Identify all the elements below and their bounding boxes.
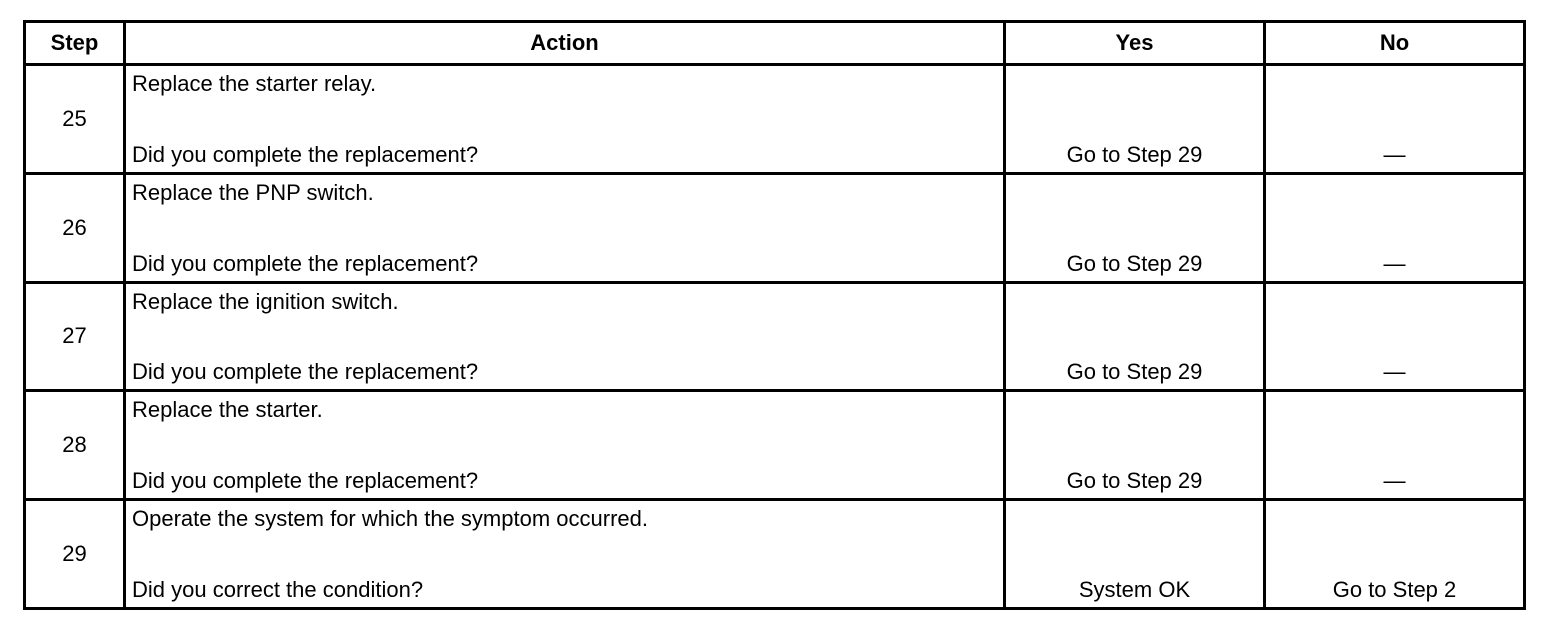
action-question: Did you complete the replacement? — [132, 468, 479, 494]
action-question: Did you complete the replacement? — [132, 359, 479, 385]
step-number: 26 — [25, 173, 125, 282]
yes-cell — [1005, 391, 1265, 500]
table-row — [25, 65, 1525, 174]
yes-cell — [1005, 500, 1265, 609]
yes-cell — [1005, 65, 1265, 174]
no-result: Go to Step 2 — [1332, 577, 1457, 602]
table-row — [25, 282, 1525, 391]
no-cell — [1265, 500, 1525, 609]
no-result: — — [1383, 250, 1406, 276]
action-question: Did you correct the condition? — [132, 577, 424, 602]
table-row — [25, 173, 1525, 282]
action-cell — [125, 500, 1005, 609]
action-instruction: Replace the starter relay. — [132, 71, 377, 96]
action-cell — [125, 282, 1005, 391]
no-cell — [1265, 173, 1525, 282]
table-row — [25, 391, 1525, 500]
no-cell — [1265, 65, 1525, 174]
action-instruction: Operate the system for which the symptom occurred. — [132, 506, 648, 532]
step-number: 27 — [25, 282, 125, 391]
no-cell — [1265, 391, 1525, 500]
header-step: Step — [25, 22, 125, 65]
step-number: 25 — [25, 65, 125, 174]
header-no: No — [1265, 22, 1525, 65]
yes-result: Go to Step 29 — [1066, 250, 1203, 276]
no-result: — — [1383, 359, 1406, 385]
no-cell — [1265, 282, 1525, 391]
header-yes: Yes — [1005, 22, 1265, 65]
action-cell — [125, 173, 1005, 282]
yes-cell — [1005, 282, 1265, 391]
yes-result: Go to Step 29 — [1066, 468, 1203, 494]
action-cell — [125, 65, 1005, 174]
yes-cell — [1005, 173, 1265, 282]
yes-result: Go to Step 29 — [1066, 141, 1203, 167]
no-result: — — [1383, 468, 1406, 494]
action-question: Did you complete the replacement? — [132, 250, 479, 276]
diagnostic-table — [23, 20, 1526, 610]
step-number: 29 — [25, 500, 125, 609]
action-instruction: Replace the PNP switch. — [132, 179, 374, 205]
action-question: Did you complete the replacement? — [132, 141, 479, 167]
action-cell — [125, 391, 1005, 500]
action-instruction: Replace the ignition switch. — [132, 288, 399, 314]
step-number: 28 — [25, 391, 125, 500]
header-row — [25, 22, 1525, 65]
yes-result: Go to Step 29 — [1066, 359, 1203, 385]
no-result: — — [1383, 141, 1406, 167]
header-action: Action — [125, 22, 1005, 65]
action-instruction: Replace the starter. — [132, 397, 323, 423]
yes-result: System OK — [1078, 577, 1191, 602]
table-row — [25, 500, 1525, 609]
